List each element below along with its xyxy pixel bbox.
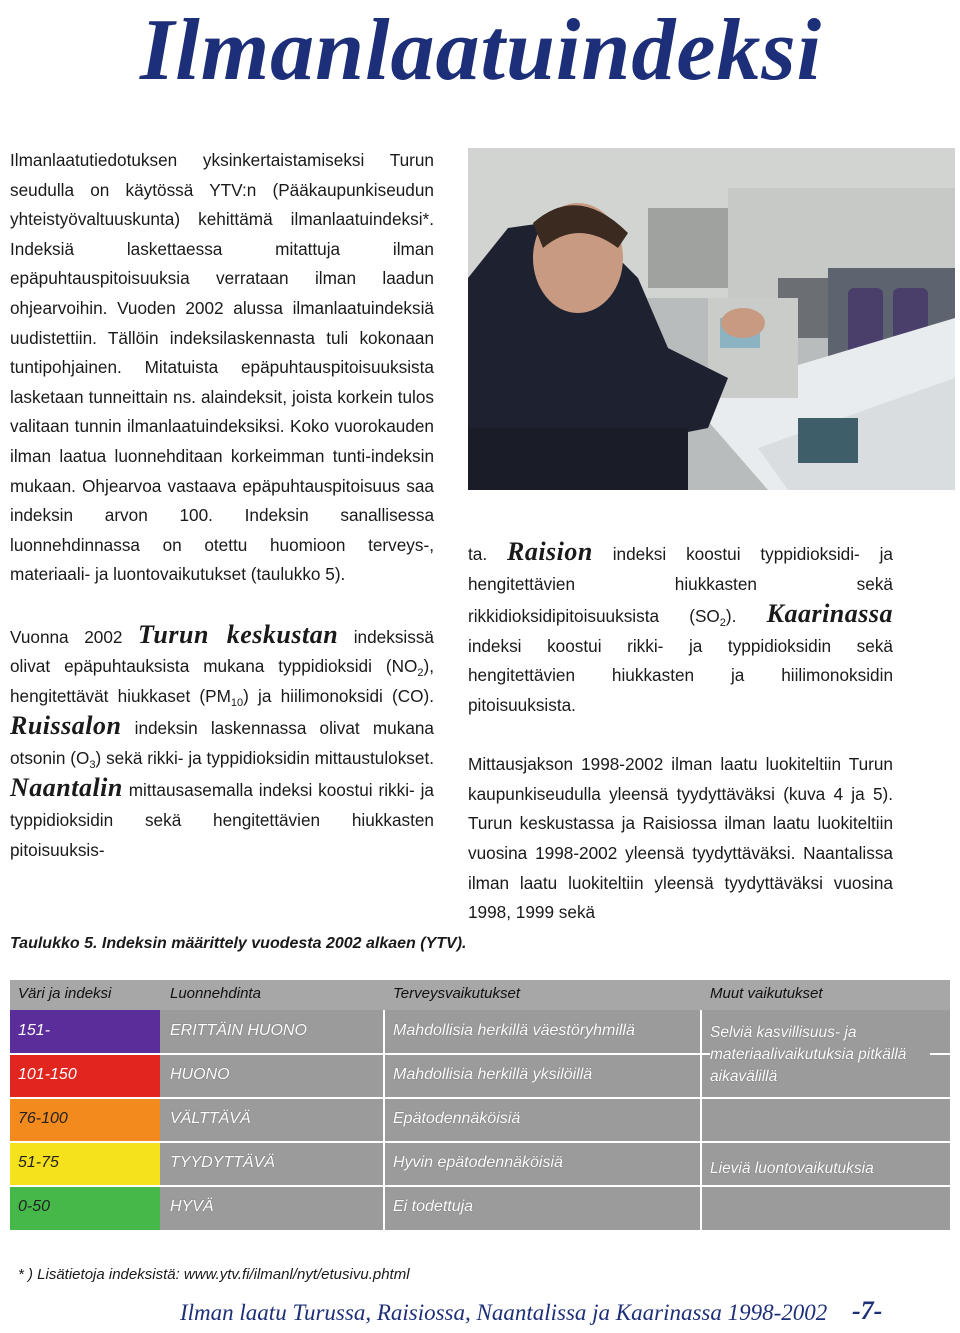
right-column [468,537,893,928]
row-divider [10,1097,950,1099]
header-health: Terveysvaikutukset [393,985,521,1002]
page-number: -7- [852,1296,883,1325]
health-text: Hyvin epätodennäköisiä [393,1154,563,1171]
text-span: ) sekä rikki- ja typpidioksidin mittaustulokset. [95,747,434,768]
index-table [10,980,950,1230]
row-body [160,1186,950,1230]
table-row [10,1098,950,1142]
row-divider [10,1141,950,1143]
description-text: HUONO [170,1066,230,1083]
description-text: HYVÄ [170,1198,214,1215]
header-color-index: Väri ja indeksi [18,985,112,1002]
footnote: * ) Lisätietoja indeksistä: www.ytv.fi/ilmanl/nyt/etusivu.phtml [18,1266,410,1283]
health-text: Mahdollisia herkillä väestöryhmillä [393,1022,635,1039]
index-value: 0-50 [18,1198,51,1215]
text-span: ) ja hiilimonoksidi (CO). [243,685,435,706]
header-other: Muut vaikutukset [710,985,823,1002]
place-name-naantali: Naantalin [10,773,123,803]
index-cell [10,1098,160,1142]
text-span: Vuonna 2002 [10,626,139,647]
intro-paragraph: Ilmanlaatutiedotuksen yksinkertaistamiseksi Turun seudulla on käytössä YTV:n (Pääkaupunkiseudun yhteistyövaltuuskunta) kehittämä ilmanlaatuindeksi*. Indeksiä laskettaessa mitattuja ilman epäpuhtauspitoisuuksia verrataan ilman laadun ohjearvoihin. Vuoden 2002 alussa ilmanlaatuindeksiä uudistettiin. Tällöin indeksilaskennasta tuli kokonaan tuntipohjainen. Mitatuista epäpuhtauspitoisuuksista lasketaan tunneittain ns. alaindeksit, joista korkein tulos valitaan tunnin ilmanlaatuindeksiksi. Koko vuorokauden ilman laatua luonnehditaan korkeimman tunti-indeksin mukaan. Ohjearvoa vastaava epäpuhtauspitoisuus saa indeksin arvon 100. Indeksin sanallisessa luonnehdinnassa on otettu huomioon terveys-, materiaali- ja luontovaikutukset (taulukko 5). [10,150,434,585]
stations-paragraph-continued [468,537,893,721]
text-span: indeksin laskennassa olivat mukana otsonin (O [10,718,434,768]
index-value: 76-100 [18,1110,68,1127]
photo-illustration [468,148,955,490]
other-effects-high: Selviä kasvillisuus- ja materiaalivaikutuksia pitkällä aikavälillä [710,1022,930,1088]
place-name-ruissalo: Ruissalon [10,711,122,741]
text-span: ta. [468,544,507,564]
health-text: Mahdollisia herkillä yksilöillä [393,1066,593,1083]
description-text: ERITTÄIN HUONO [170,1022,307,1039]
stations-paragraph [10,620,434,866]
health-text: Epätodennäköisiä [393,1110,521,1127]
other-effects-low: Lieviä luontovaikutuksia [710,1158,930,1180]
photo-measurement-station [468,148,955,490]
text-span: mittausasemalla indeksi koostui rikki- ja typpidioksidin sekä hengitettävien hiukkasten pitoisuuksis- [10,780,434,860]
index-value: 51-75 [18,1154,59,1171]
description-text: TYYDYTTÄVÄ [170,1154,275,1171]
subscript: 10 [230,696,244,709]
description-text: VÄLTTÄVÄ [170,1110,251,1127]
index-value: 151- [18,1022,51,1039]
text-span: ). [725,606,767,627]
index-cell [10,1186,160,1230]
header-description: Luonnehdinta [170,985,261,1002]
text-span: indeksi koostui typpidioksidi- ja hengitettävien hiukkasten sekä rikkidioksidipitoisuuksista (SO [468,544,893,627]
table-row [10,1186,950,1230]
column-divider [700,1010,702,1230]
index-cell [10,1010,160,1054]
page-title: Ilmanlaatuindeksi [140,2,823,99]
place-name-kaarina: Kaarinassa [766,599,894,629]
table-caption: Taulukko 5. Indeksin määrittely vuodesta 2002 alkaen (YTV). [10,935,467,952]
place-name-raisio: Raision [506,537,593,566]
place-name-turku: Turun keskustan [138,619,339,649]
text-span: ), hengitettävät hiukkaset (PM [10,656,434,706]
subscript: 3 [89,758,96,771]
row-body [160,1098,950,1142]
subscript: 2 [719,617,726,630]
subscript: 2 [417,667,424,680]
results-paragraph: Mittausjakson 1998-2002 ilman laatu luokiteltiin Turun kaupunkiseudulla yleensä tyydyttäväksi (kuva 4 ja 5). Turun keskustassa ja Raisiossa ilman laatu luokiteltiin vuosina 1998-2002 yleensä tyydyttäväksi. Naantalissa ilman laatu luokiteltiin yleensä tyydyttäväksi vuosina 1998, 1999 sekä [468,754,893,923]
column-divider [383,1010,385,1230]
health-text: Ei todettuja [393,1198,474,1215]
row-divider [10,1185,950,1187]
index-cell [10,1054,160,1098]
page-footer: Ilman laatu Turussa, Raisiossa, Naantalissa ja Kaarinassa 1998-2002 [180,1300,828,1325]
index-value: 101-150 [18,1066,77,1083]
index-cell [10,1142,160,1186]
text-span: indeksissä olivat epäpuhtauksista mukana typpidioksidi (NO [10,626,434,677]
left-column [10,146,434,865]
text-span: indeksi koostui rikki- ja typpidioksidin sekä hengitettävien hiukkasten ja hiilimonoksidin pitoisuuksista. [468,635,893,715]
table-header [10,980,950,1010]
